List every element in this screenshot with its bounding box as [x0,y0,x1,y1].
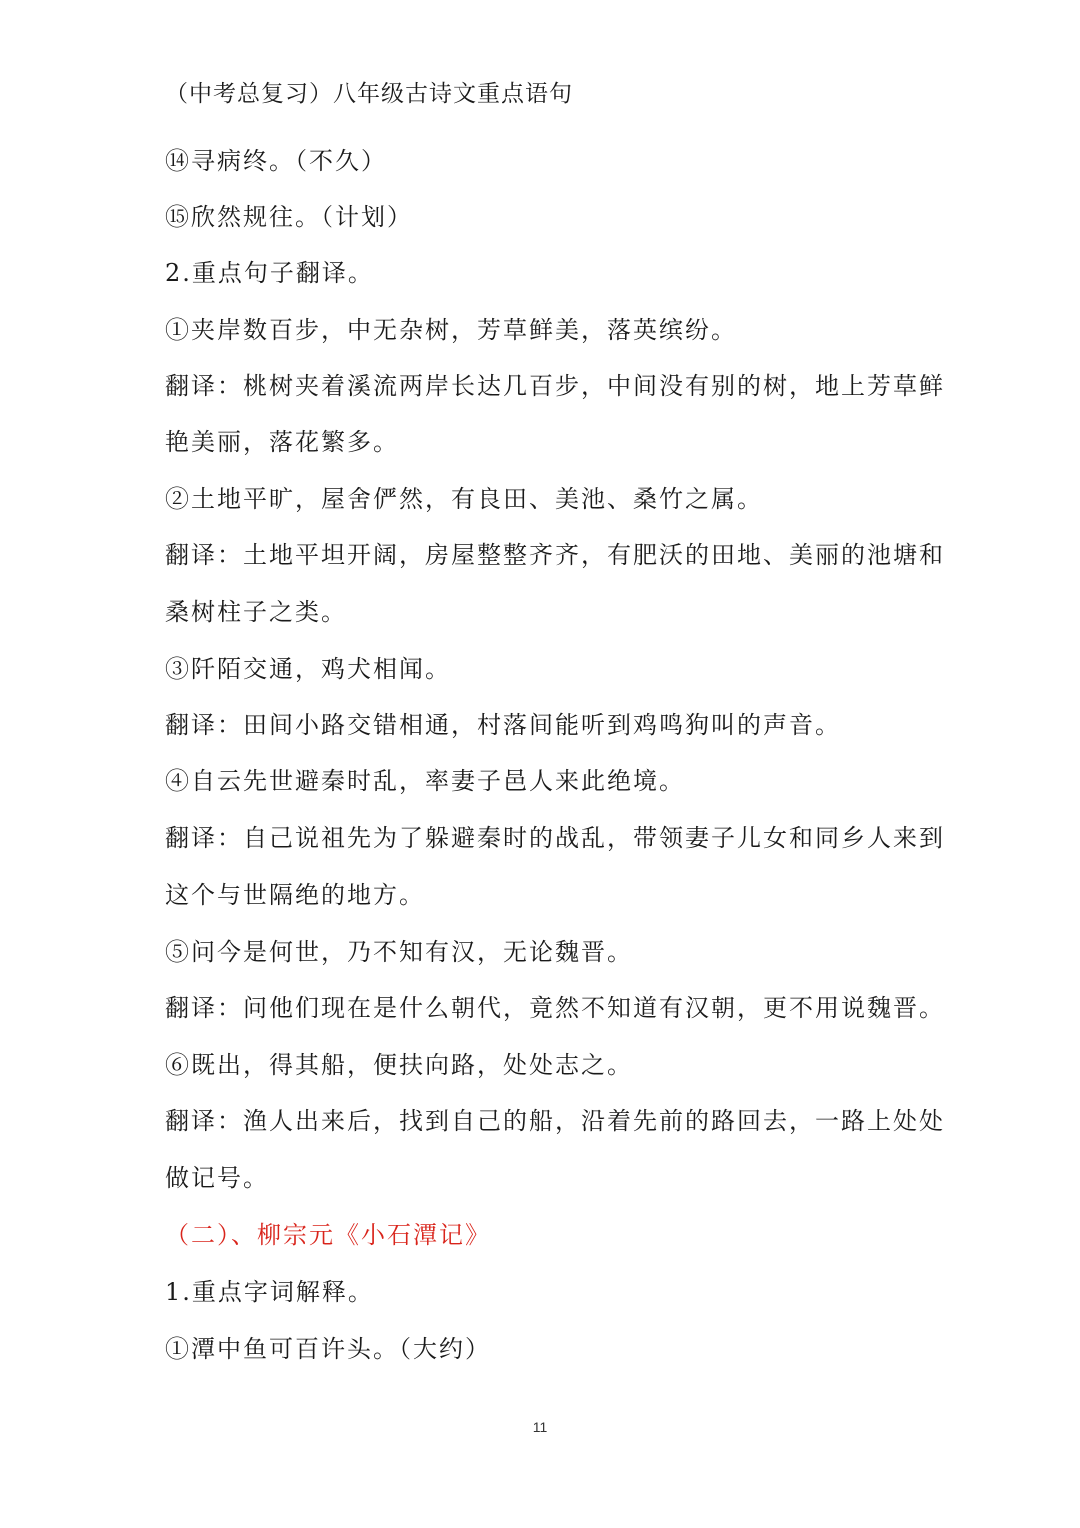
text-line-translation-2a: 翻译：土地平坦开阔，房屋整整齐齐，有肥沃的田地、美丽的池塘和 [165,541,945,569]
text-line-sentence-6: ⑥既出，得其船，便扶向路，处处志之。 [165,1051,633,1079]
text-line-definition-1: ①潭中鱼可百许头。（大约） [165,1335,491,1363]
section-heading-xiaoshitanji: （二）、柳宗元《小石潭记》 [165,1221,491,1249]
section-subheading-translation: 2.重点句子翻译。 [165,259,374,287]
text-line-translation-2b: 桑树柱子之类。 [165,598,347,626]
text-line-sentence-4: ④自云先世避秦时乱，率妻子邑人来此绝境。 [165,767,685,795]
page-header: （中考总复习）八年级古诗文重点语句 [165,81,573,107]
text-line-translation-4a: 翻译：自己说祖先为了躲避秦时的战乱，带领妻子儿女和同乡人来到 [165,824,945,852]
text-line-translation-1b: 艳美丽，落花繁多。 [165,428,399,456]
text-line-translation-4b: 这个与世隔绝的地方。 [165,881,425,909]
text-line-sentence-2: ②土地平旷，屋舍俨然，有良田、美池、桑竹之属。 [165,485,763,513]
section-subheading-definitions: 1.重点字词解释。 [165,1278,374,1306]
text-line-translation-5: 翻译：问他们现在是什么朝代，竟然不知道有汉朝，更不用说魏晋。 [165,994,945,1022]
text-line-sentence-5: ⑤问今是何世，乃不知有汉，无论魏晋。 [165,938,633,966]
text-line-translation-3: 翻译：田间小路交错相通，村落间能听到鸡鸣狗叫的声音。 [165,711,841,739]
text-line-sentence-3: ③阡陌交通，鸡犬相闻。 [165,655,451,683]
text-line-sentence-1: ①夹岸数百步，中无杂树，芳草鲜美，落英缤纷。 [165,316,737,344]
text-line-translation-6a: 翻译：渔人出来后，找到自己的船，沿着先前的路回去，一路上处处 [165,1107,945,1135]
text-line-translation-1a: 翻译：桃树夹着溪流两岸长达几百步，中间没有别的树，地上芳草鲜 [165,372,945,400]
text-line-translation-6b: 做记号。 [165,1164,269,1192]
page-number: 11 [532,1419,548,1435]
text-line-definition-15: ⑮欣然规往。（计划） [165,203,413,231]
text-line-definition-14: ⑭寻病终。（不久） [165,147,387,175]
